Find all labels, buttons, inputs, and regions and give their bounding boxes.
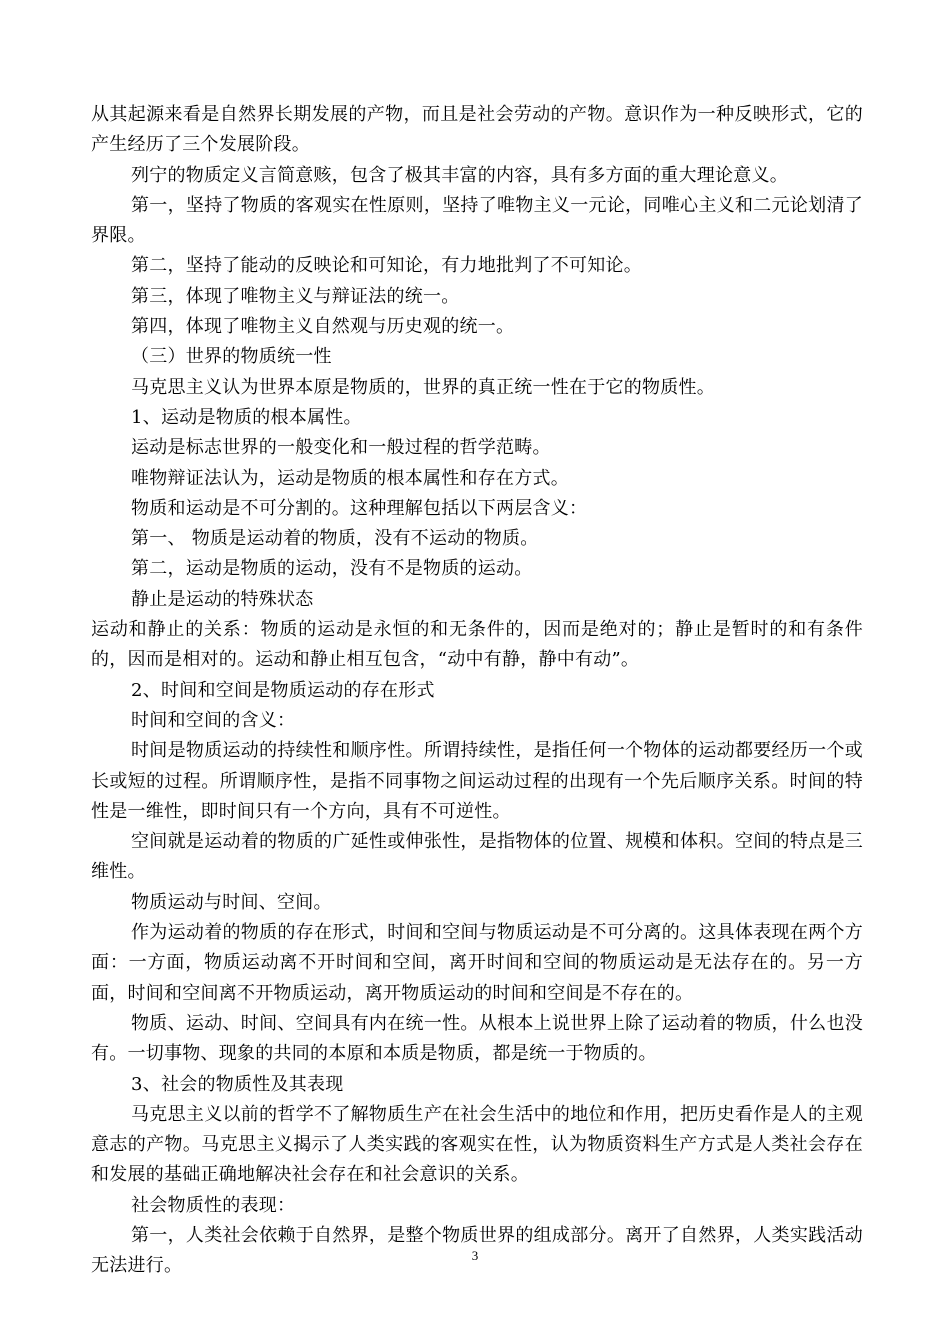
paragraph: 马克思主义认为世界本原是物质的，世界的真正统一性在于它的物质性。 — [131, 376, 715, 398]
paragraph: 3、社会的物质性及其表现 — [131, 1073, 344, 1095]
paragraph: 时间是物质运动的持续性和顺序性。所谓持续性，是指任何一个物体的运动都要经历一个或长或短的过程。所谓顺序性，是指不同事物之间运动过程的出现有一个先后顺序关系。时间的特性是一维性，即时间只有一个方向，具有不可逆性。 — [91, 740, 863, 822]
paragraph: 列宁的物质定义言简意赅，包含了极其丰富的内容，具有多方面的重大理论意义。 — [131, 164, 788, 186]
paragraph: 物质运动与时间、空间。 — [131, 891, 332, 913]
page-number: 3 — [471, 1248, 479, 1263]
paragraph: 时间和空间的含义： — [131, 709, 296, 731]
paragraph: 1、运动是物质的根本属性。 — [131, 406, 362, 428]
paragraph: 第二，坚持了能动的反映论和可知论，有力地批判了不可知论。 — [131, 255, 642, 277]
paragraph: 第四，体现了唯物主义自然观与历史观的统一。 — [131, 316, 515, 338]
paragraph: 社会物质性的表现： — [131, 1194, 296, 1216]
document-page — [91, 100, 863, 1282]
paragraph: 第三，体现了唯物主义与辩证法的统一。 — [131, 285, 460, 307]
paragraph: 空间就是运动着的物质的广延性或伸张性，是指物体的位置、规模和体积。空间的特点是三维性。 — [91, 831, 863, 883]
paragraph: 静止是运动的特殊状态 — [131, 588, 314, 610]
paragraph: 作为运动着的物质的存在形式，时间和空间与物质运动是不可分离的。这具体表现在两个方面：一方面，物质运动离不开时间和空间，离开时间和空间的物质运动是无法存在的。另一方面，时间和空间离不开物质运动，离开物质运动的时间和空间是不存在的。 — [91, 922, 863, 1004]
paragraph: 第二，运动是物质的运动，没有不是物质的运动。 — [131, 558, 533, 580]
paragraph: 2、时间和空间是物质运动的存在形式 — [131, 679, 435, 701]
paragraph: （三）世界的物质统一性 — [131, 346, 332, 368]
paragraph: 物质、运动、时间、空间具有内在统一性。从根本上说世界上除了运动着的物质，什么也没有。一切事物、现象的共同的本原和本质是物质，都是统一于物质的。 — [91, 1012, 863, 1065]
paragraph: 第一，人类社会依赖于自然界，是整个物质世界的组成部分。离开了自然界，人类实践活动无法进行。 — [91, 1224, 863, 1277]
paragraph: 物质和运动是不可分割的。这种理解包括以下两层含义： — [131, 497, 588, 519]
paragraph: 运动是标志世界的一般变化和一般过程的哲学范畴。 — [131, 437, 551, 459]
paragraph: 马克思主义以前的哲学不了解物质生产在社会生活中的地位和作用，把历史看作是人的主观意志的产物。马克思主义揭示了人类实践的客观实在性，认为物质资料生产方式是人类社会存在和发展的基础正确地解决社会存在和社会意识的关系。 — [91, 1103, 863, 1186]
paragraph: 从其起源来看是自然界长期发展的产物，而且是社会劳动的产物。意识作为一种反映形式，它的产生经历了三个发展阶段。 — [91, 104, 863, 156]
paragraph: 运动和静止的关系：物质的运动是永恒的和无条件的，因而是绝对的；静止是暂时的和有条件的，因而是相对的。运动和静止相互包含，“动中有静，静中有动”。 — [91, 619, 863, 671]
paragraph: 唯物辩证法认为，运动是物质的根本属性和存在方式。 — [131, 467, 569, 489]
document-body — [91, 100, 863, 1282]
paragraph: 第一、 物质是运动着的物质，没有不运动的物质。 — [131, 528, 539, 550]
paragraph: 第一，坚持了物质的客观实在性原则，坚持了唯物主义一元论，同唯心主义和二元论划清了界限。 — [91, 194, 863, 247]
